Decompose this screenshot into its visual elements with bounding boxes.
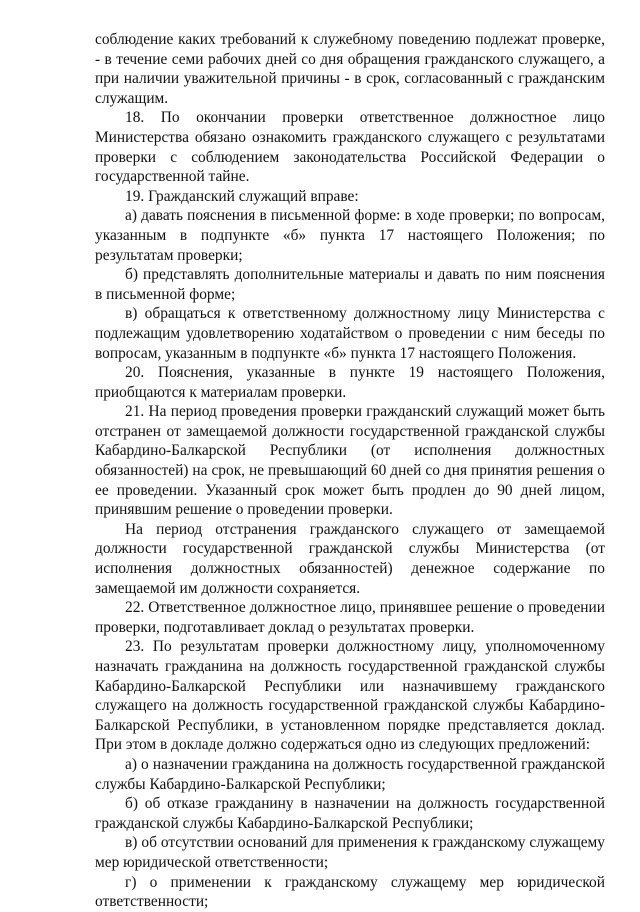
paragraph-19: 19. Гражданский служащий вправе: — [125, 187, 359, 205]
paragraph-19-b: б) представлять дополнительные материалы и давать по ним пояснения в письменной форме; — [95, 266, 605, 303]
paragraph-19-c: в) обращаться к ответственному должностному лицу Министерства с подлежащим удовлетворению ходатайством о проведении с ним беседы по вопросам, указанным в подпункте «б» пункта 17 настоящего Положения. — [95, 305, 605, 362]
document-page — [95, 30, 605, 912]
paragraph-20: 20. Пояснения, указанные в пункте 19 настоящего Положения, приобщаются к материалам проверки. — [95, 364, 605, 401]
paragraph-21: 21. На период проведения проверки гражданский служащий может быть отстранен от замещаемой должности государственной гражданской службы Кабардино-Балкарской Республики (от исполнения должностных обязанностей) на срок, не превышающий 60 дней со дня принятия решения о ее проведении. Указанный срок может быть продлен до 90 дней лицом, принявшим решение о проведении проверки. — [95, 403, 605, 519]
paragraph-22: 22. Ответственное должностное лицо, принявшее решение о проведении проверки, подготавливает доклад о результатах проверки. — [95, 599, 605, 636]
paragraph-continuation: соблюдение каких требований к служебному поведению подлежат проверке, - в течение семи рабочих дней со дня обращения гражданского служащего, а при наличии уважительной причины - в срок, согласованный с гражданским служащим. — [95, 31, 605, 107]
paragraph-23: 23. По результатам проверки должностному лицу, уполномоченному назначать гражданина на должность государственной гражданской службы Кабардино-Балкарской Республики или назначившему гражданского служащего на должность государственной гражданской службы Кабардино-Балкарской Республики, в установленном порядке представляется доклад. При этом в докладе должно содержаться одно из следующих предложений: — [95, 638, 605, 754]
paragraph-19-a: а) давать пояснения в письменной форме: в ходе проверки; по вопросам, указанным в подпункте «б» пункта 17 настоящего Положения; по результатам проверки; — [95, 207, 605, 264]
paragraph-18: 18. По окончании проверки ответственное должностное лицо Министерства обязано ознакомить гражданского служащего с результатами проверки с соблюдением законодательства Российской Федерации о государственной тайне. — [95, 109, 605, 186]
paragraph-23-c: в) об отсутствии оснований для применения к гражданскому служащему мер юридической ответственности; — [95, 834, 605, 871]
paragraph-23-a: а) о назначении гражданина на должность государственной гражданской службы Кабардино-Балкарской Республики; — [95, 755, 605, 793]
paragraph-23-b: б) об отказе гражданину в назначении на должность государственной гражданской службы Кабардино-Балкарской Республики; — [95, 795, 605, 832]
paragraph-23-d: г) о применении к гражданскому служащему мер юридической ответственности; — [95, 873, 605, 911]
paragraph-21-suspension: На период отстранения гражданского служащего от замещаемой должности государственной гражданской службы Министерства (от исполнения должностных обязанностей) денежное содержание по замещаемой им должности сохраняется. — [95, 520, 605, 597]
